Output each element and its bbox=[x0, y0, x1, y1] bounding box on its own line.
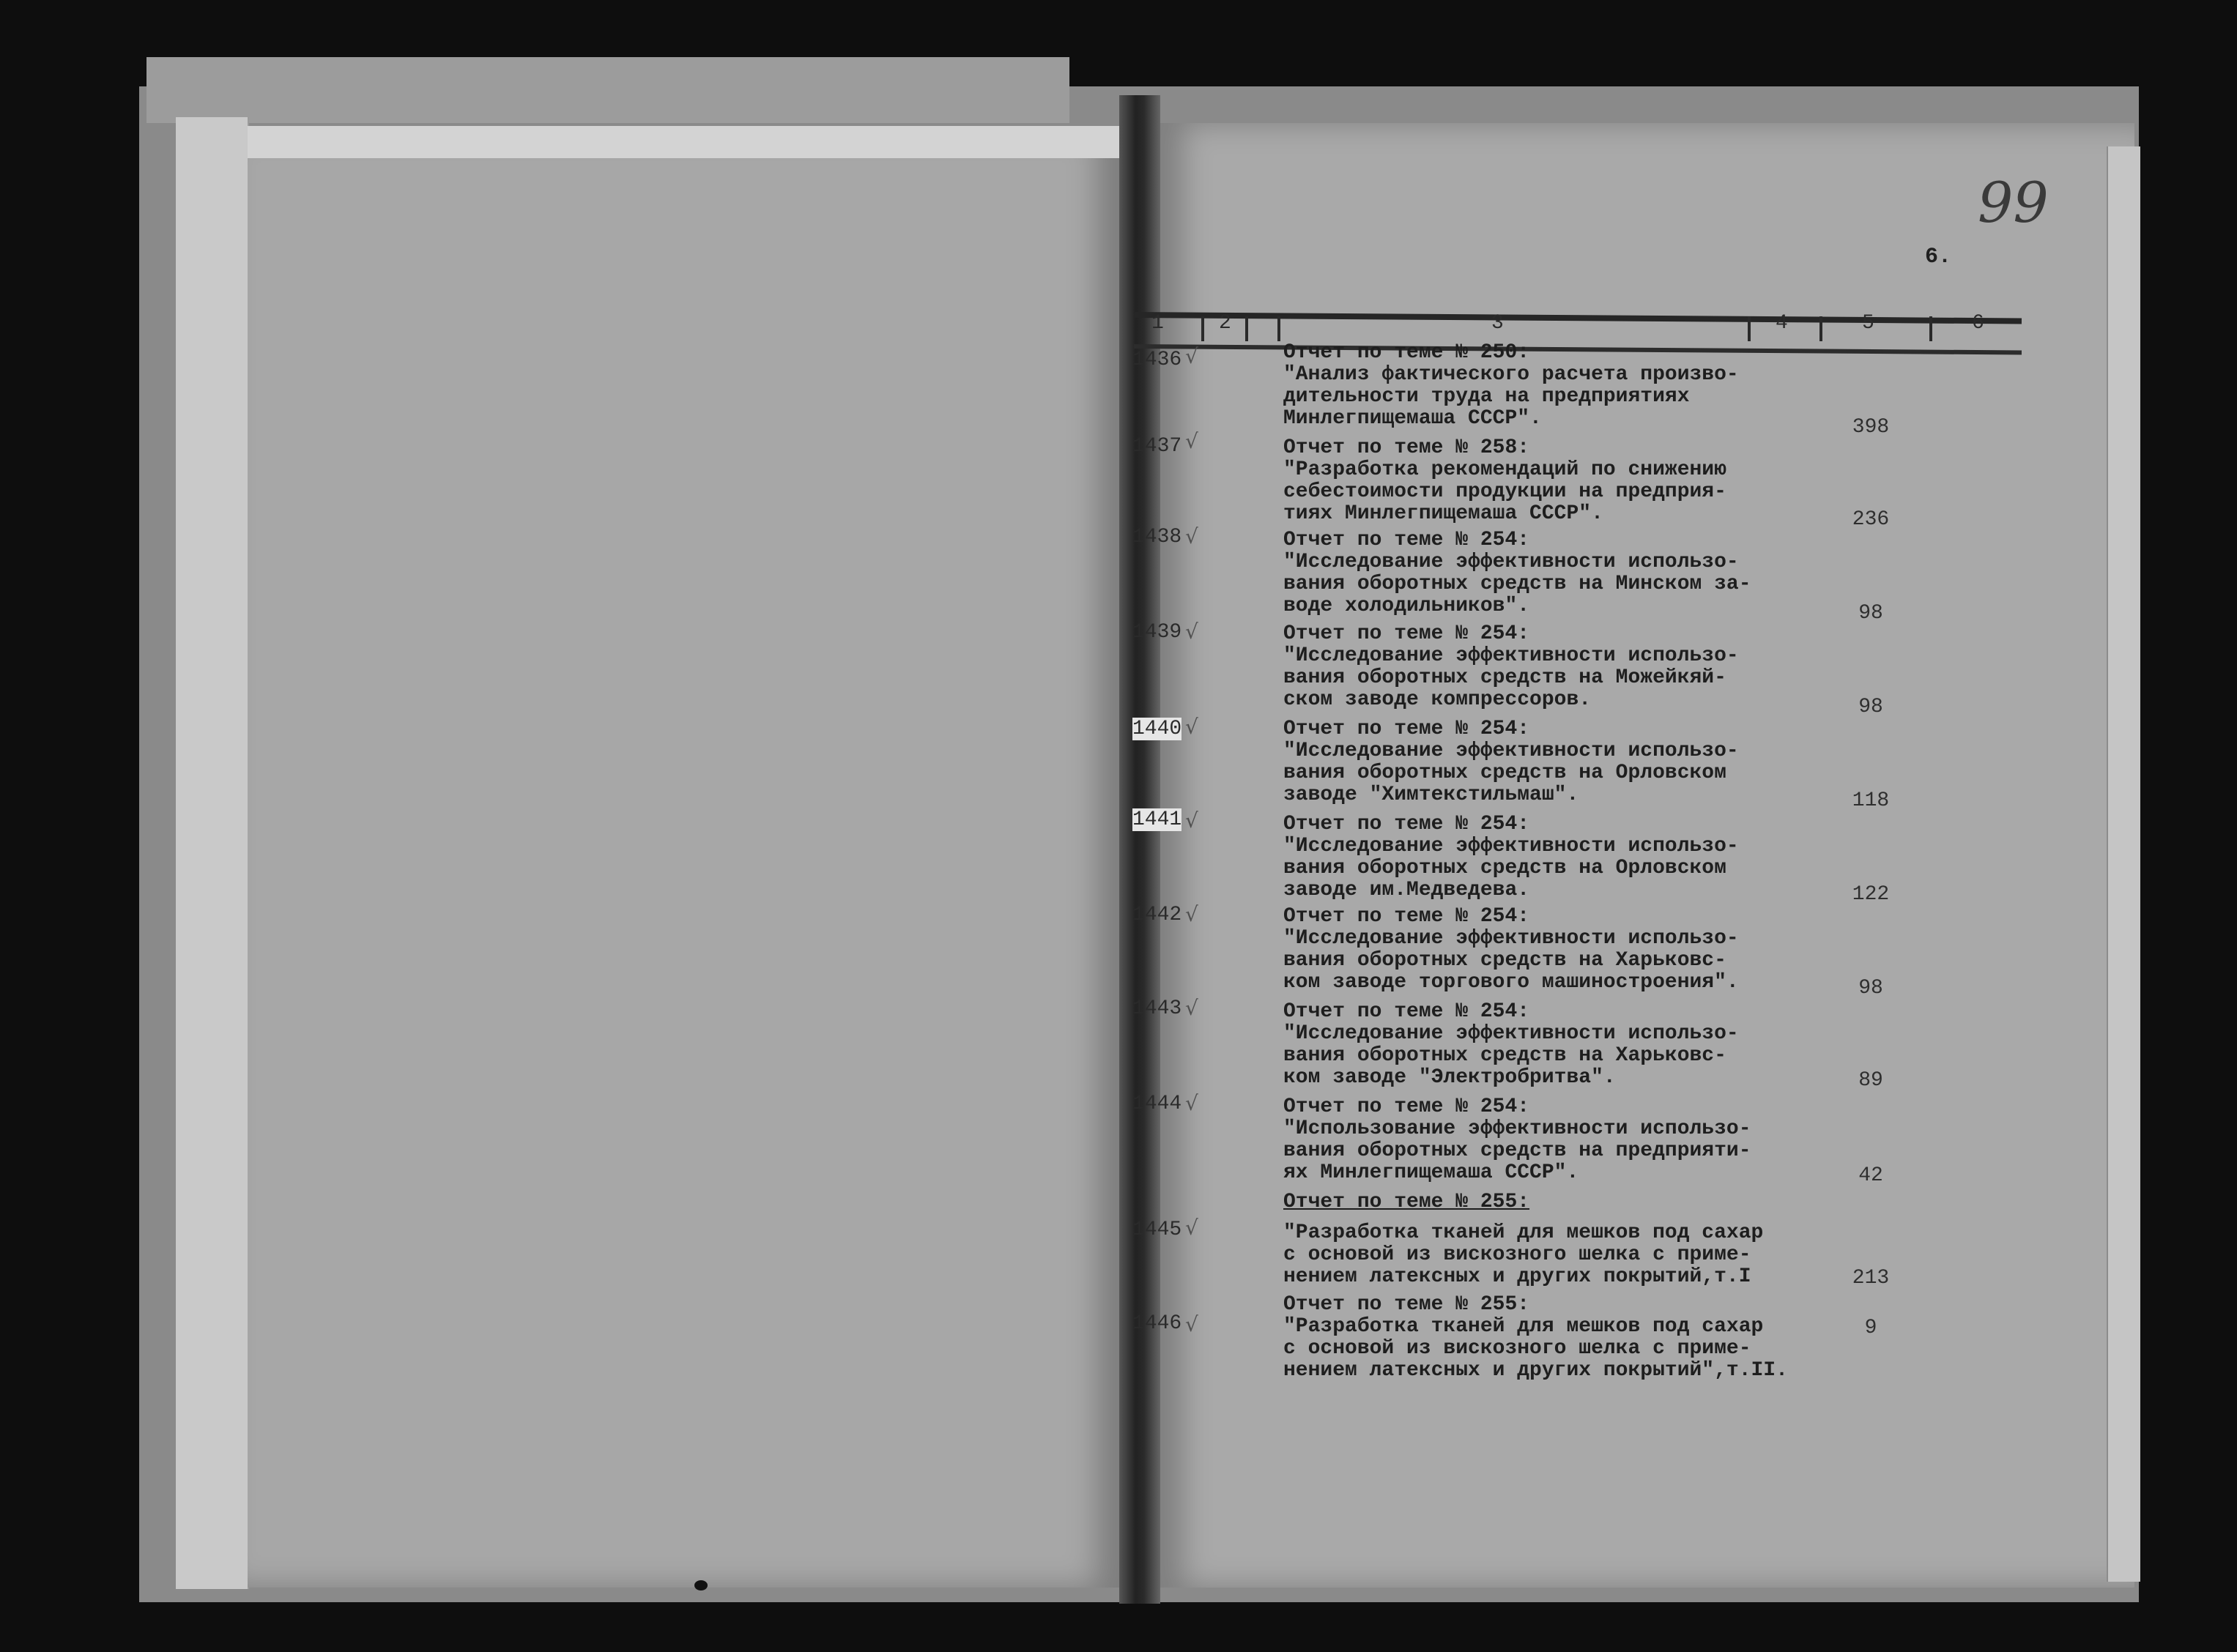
entry-line: Отчет по теме № 254: bbox=[1283, 622, 1530, 645]
column-separator bbox=[1245, 316, 1248, 341]
entry-line: ком заводе "Электробритва". bbox=[1283, 1066, 1616, 1089]
column-separator bbox=[1201, 316, 1204, 341]
page-stack-left-edge bbox=[176, 117, 249, 1589]
entry-line: воде холодильников". bbox=[1283, 595, 1530, 617]
column-separator bbox=[1748, 316, 1751, 341]
ink-spot bbox=[694, 1580, 708, 1590]
entry-line: Отчет по теме № 254: bbox=[1283, 1000, 1530, 1023]
entry-line: "Использование эффективности использо- bbox=[1283, 1117, 1751, 1140]
entry-line: вания оборотных средств на Харьковс- bbox=[1283, 949, 1726, 972]
entry-line: вания оборотных средств на Харьковс- bbox=[1283, 1044, 1726, 1067]
entry-line: Отчет по теме № 254: bbox=[1283, 1095, 1530, 1118]
column-separator bbox=[1277, 316, 1280, 341]
checkmark-icon: √ bbox=[1185, 808, 1198, 833]
entry-line: дительности труда на предприятиях bbox=[1283, 385, 1690, 408]
entry-number: 1437 bbox=[1132, 435, 1182, 458]
entry-line: вания оборотных средств на Орловском bbox=[1283, 762, 1726, 784]
entry-number: 1439 bbox=[1132, 621, 1182, 644]
handwritten-folio-number: 99 bbox=[1978, 170, 2049, 235]
column-header-6: 6 bbox=[1972, 312, 1984, 335]
entry-line: ском заводе компрессоров. bbox=[1283, 688, 1592, 711]
entry-line: Отчет по теме № 258: bbox=[1283, 436, 1530, 459]
entry-line: вания оборотных средств на Орловском bbox=[1283, 857, 1726, 879]
column-separator bbox=[1929, 316, 1932, 341]
entry-line: Минлегпищемаша СССР". bbox=[1283, 407, 1542, 430]
left-page-top-strip bbox=[248, 126, 1119, 158]
entry-number: 1445 bbox=[1132, 1218, 1182, 1241]
entry-line: с основой из вискозного шелка с приме- bbox=[1283, 1337, 1751, 1360]
checkmark-icon: √ bbox=[1185, 1216, 1198, 1240]
entry-number: 1436 bbox=[1132, 349, 1182, 371]
page-stack-right-edge bbox=[2107, 146, 2140, 1582]
entry-page-count: 98 bbox=[1858, 696, 1883, 718]
entry-line: вания оборотных средств на Можейкяй- bbox=[1283, 666, 1726, 689]
entry-line: себестоимости продукции на предприя- bbox=[1283, 480, 1726, 503]
entry-page-count: 398 bbox=[1852, 416, 1890, 439]
entry-page-count: 118 bbox=[1852, 789, 1890, 812]
entry-line: "Исследование эффективности использо- bbox=[1283, 835, 1739, 857]
entry-line: нением латексных и других покрытий",т.II. bbox=[1283, 1359, 1788, 1382]
entry-line: вания оборотных средств на предприяти- bbox=[1283, 1139, 1751, 1162]
entry-line: "Разработка рекомендаций по снижению bbox=[1283, 458, 1726, 481]
entry-line: Отчет по теме № 255: bbox=[1283, 1293, 1530, 1316]
entry-line: "Анализ фактического расчета произво- bbox=[1283, 363, 1739, 386]
entry-line: Отчет по теме № 254: bbox=[1283, 718, 1530, 740]
column-header-5: 5 bbox=[1862, 312, 1874, 335]
left-page-blank bbox=[248, 130, 1119, 1588]
entry-page-count: 236 bbox=[1852, 508, 1890, 531]
checkmark-icon: √ bbox=[1185, 996, 1198, 1020]
entry-line: Отчет по теме № 254: bbox=[1283, 905, 1530, 928]
entry-number: 1438 bbox=[1132, 526, 1182, 548]
entry-page-count: 213 bbox=[1852, 1267, 1890, 1290]
column-separator bbox=[1819, 316, 1822, 341]
checkmark-icon: √ bbox=[1185, 620, 1198, 644]
entry-line: с основой из вискозного шелка с приме- bbox=[1283, 1243, 1751, 1266]
entry-line: "Исследование эффективности использо- bbox=[1283, 1022, 1739, 1045]
entry-page-count: 89 bbox=[1858, 1069, 1883, 1092]
entry-line: ком заводе торгового машиностроения". bbox=[1283, 971, 1739, 994]
entry-line: Отчет по теме № 254: bbox=[1283, 529, 1530, 551]
entry-line: заводе "Химтекстильмаш". bbox=[1283, 784, 1579, 806]
entry-line: заводе им.Медведева. bbox=[1283, 879, 1530, 901]
column-header-2: 2 bbox=[1219, 312, 1231, 335]
entry-line: "Разработка тканей для мешков под сахар bbox=[1283, 1315, 1764, 1338]
entry-page-count: 122 bbox=[1852, 883, 1890, 906]
entry-number: 1443 bbox=[1132, 997, 1182, 1020]
entry-page-count: 98 bbox=[1858, 602, 1883, 625]
entry-number: 1440 bbox=[1132, 718, 1182, 740]
checkmark-icon: √ bbox=[1185, 902, 1198, 926]
typed-page-number: 6. bbox=[1925, 245, 1952, 269]
entry-line: Отчет по теме № 255: bbox=[1283, 1191, 1530, 1213]
entry-number: 1446 bbox=[1132, 1312, 1182, 1335]
entry-number: 1444 bbox=[1132, 1093, 1182, 1115]
entry-line: ях Минлегпищемаша СССР". bbox=[1283, 1161, 1579, 1184]
entry-line: Отчет по теме № 254: bbox=[1283, 813, 1530, 836]
entry-line: нением латексных и других покрытий,т.I bbox=[1283, 1265, 1751, 1288]
entry-line: "Исследование эффективности использо- bbox=[1283, 740, 1739, 762]
entry-line: "Исследование эффективности использо- bbox=[1283, 927, 1739, 950]
checkmark-icon: √ bbox=[1185, 1312, 1198, 1336]
checkmark-icon: √ bbox=[1185, 715, 1198, 739]
entry-line: вания оборотных средств на Минском за- bbox=[1283, 573, 1751, 595]
entry-line: Отчет по теме № 250: bbox=[1283, 341, 1530, 364]
column-header-1: 1 bbox=[1151, 312, 1164, 335]
entry-line: "Разработка тканей для мешков под сахар bbox=[1283, 1221, 1764, 1244]
entry-number: 1442 bbox=[1132, 904, 1182, 926]
checkmark-icon: √ bbox=[1185, 524, 1198, 548]
entry-page-count: 42 bbox=[1858, 1164, 1883, 1187]
entry-page-count: 9 bbox=[1864, 1317, 1877, 1339]
column-header-4: 4 bbox=[1776, 312, 1788, 335]
entry-page-count: 98 bbox=[1858, 977, 1883, 1000]
entry-line: "Исследование эффективности использо- bbox=[1283, 551, 1739, 573]
column-header-3: 3 bbox=[1491, 312, 1504, 335]
entry-line: "Исследование эффективности использо- bbox=[1283, 644, 1739, 667]
checkmark-icon: √ bbox=[1185, 429, 1198, 453]
entry-number: 1441 bbox=[1132, 808, 1182, 831]
cover-top-edge bbox=[146, 57, 1069, 123]
checkmark-icon: √ bbox=[1185, 344, 1198, 368]
checkmark-icon: √ bbox=[1185, 1091, 1198, 1115]
entry-line: тиях Минлегпищемаша СССР". bbox=[1283, 502, 1603, 525]
